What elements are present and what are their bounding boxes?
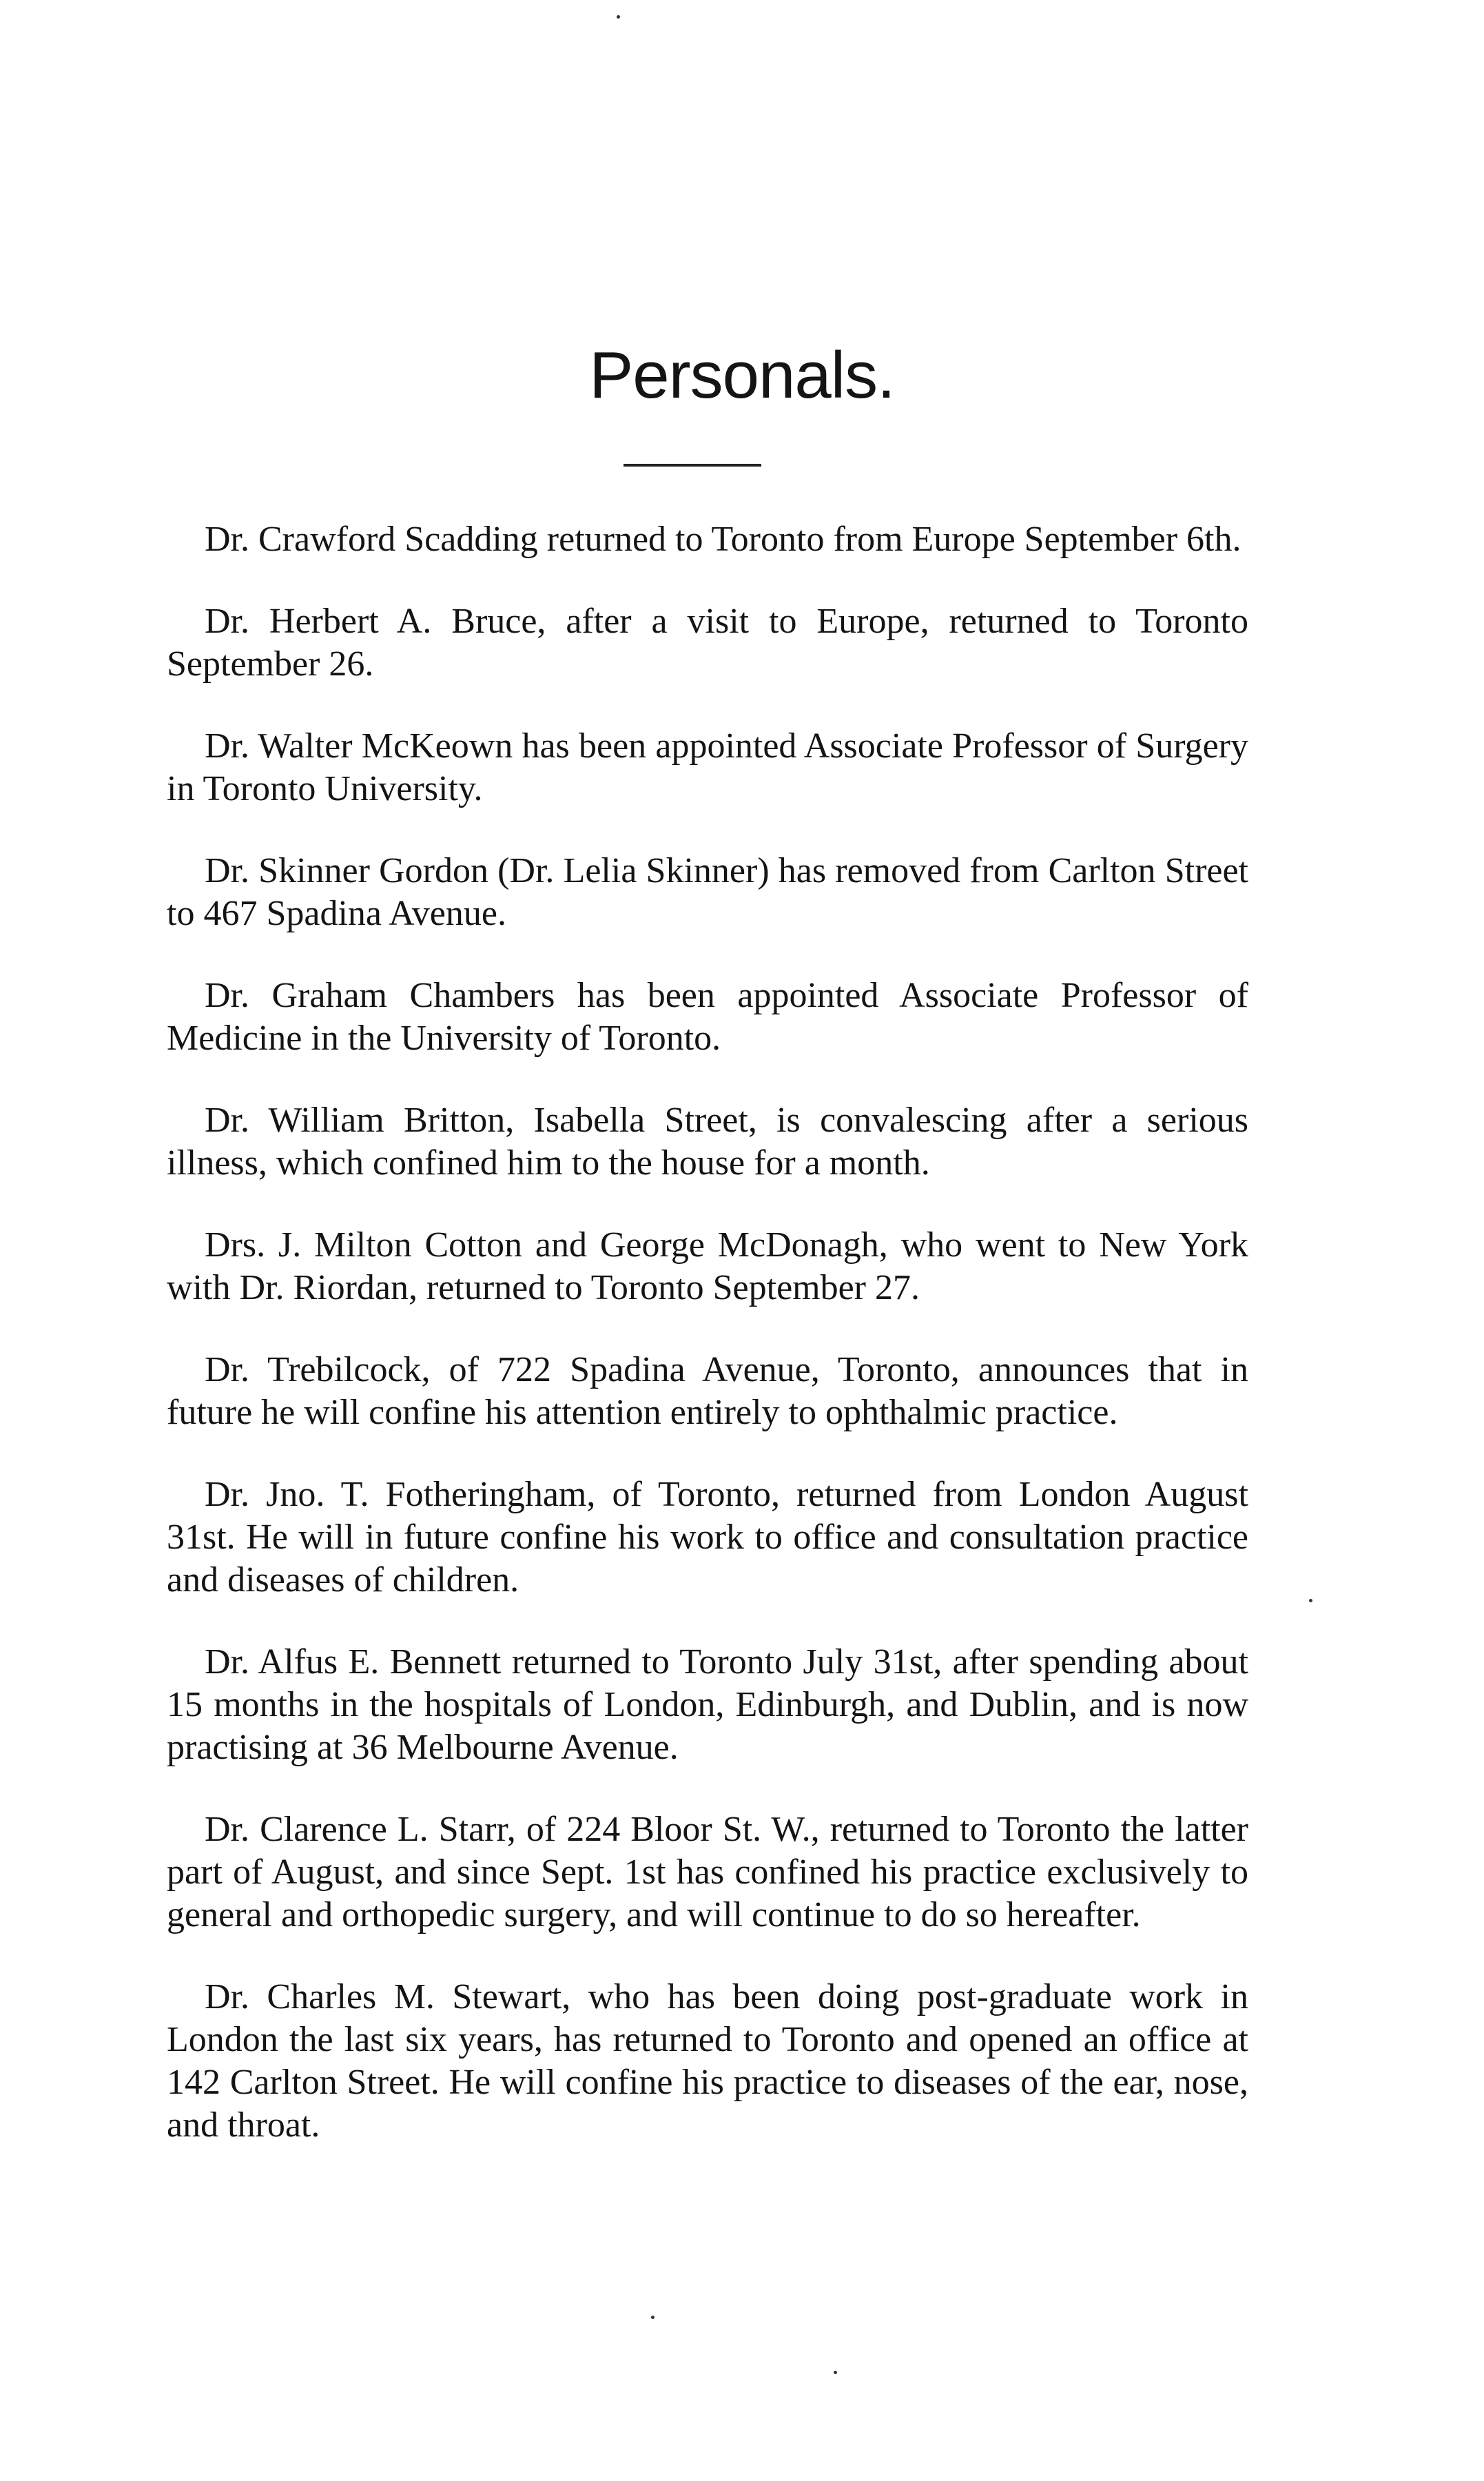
page-title: Personals. bbox=[589, 338, 895, 412]
scan-speck bbox=[834, 2371, 837, 2374]
personal-entry: Dr. Walter McKeown has been appointed Associate Professor of Surgery in Toronto University. bbox=[167, 726, 1248, 808]
scan-speck bbox=[1309, 1599, 1312, 1602]
personal-entry: Dr. Crawford Scadding returned to Toronto from Europe September 6th. bbox=[205, 520, 1241, 559]
personal-entry: Dr. William Britton, Isabella Street, is convalescing after a serious illness, which confined him to the house for a month. bbox=[167, 1101, 1248, 1183]
personal-entry: Dr. Alfus E. Bennett returned to Toronto July 31st, after spending about 15 months in the hospitals of London, Edinburgh, and Dublin, and is now practising at 36 Melbourne Avenue. bbox=[167, 1642, 1248, 1767]
personal-entry: Dr. Clarence L. Starr, of 224 Bloor St. W., returned to Toronto the latter part of August, and since Sept. 1st has confined his practice exclusively to general and orthopedic surgery, and will continue to do so hereafter. bbox=[167, 1810, 1248, 1934]
personal-entry: Dr. Trebilcock, of 722 Spadina Avenue, Toronto, announces that in future he will confine his attention entirely to ophthalmic practice. bbox=[167, 1350, 1248, 1432]
personal-entry: Dr. Skinner Gordon (Dr. Lelia Skinner) has removed from Carlton Street to 467 Spadina Avenue. bbox=[167, 851, 1248, 933]
personals-list bbox=[167, 518, 1248, 2186]
title-divider bbox=[624, 464, 761, 467]
personal-entry: Dr. Jno. T. Fotheringham, of Toronto, returned from London August 31st. He will in future confine his work to office and consultation practice and diseases of children. bbox=[167, 1475, 1248, 1600]
personal-entry: Drs. J. Milton Cotton and George McDonagh, who went to New York with Dr. Riordan, returned to Toronto September 27. bbox=[167, 1225, 1248, 1307]
personal-entry: Dr. Herbert A. Bruce, after a visit to Europe, returned to Toronto September 26. bbox=[167, 602, 1248, 684]
personal-entry: Dr. Charles M. Stewart, who has been doing post-graduate work in London the last six years, has returned to Toronto and opened an office at 142 Carlton Street. He will confine his practice to diseases of the ear, nose, and throat. bbox=[167, 1977, 1248, 2145]
scan-speck bbox=[651, 2316, 655, 2319]
scan-speck bbox=[617, 15, 620, 19]
personal-entry: Dr. Graham Chambers has been appointed Associate Professor of Medicine in the University of Toronto. bbox=[167, 976, 1248, 1058]
